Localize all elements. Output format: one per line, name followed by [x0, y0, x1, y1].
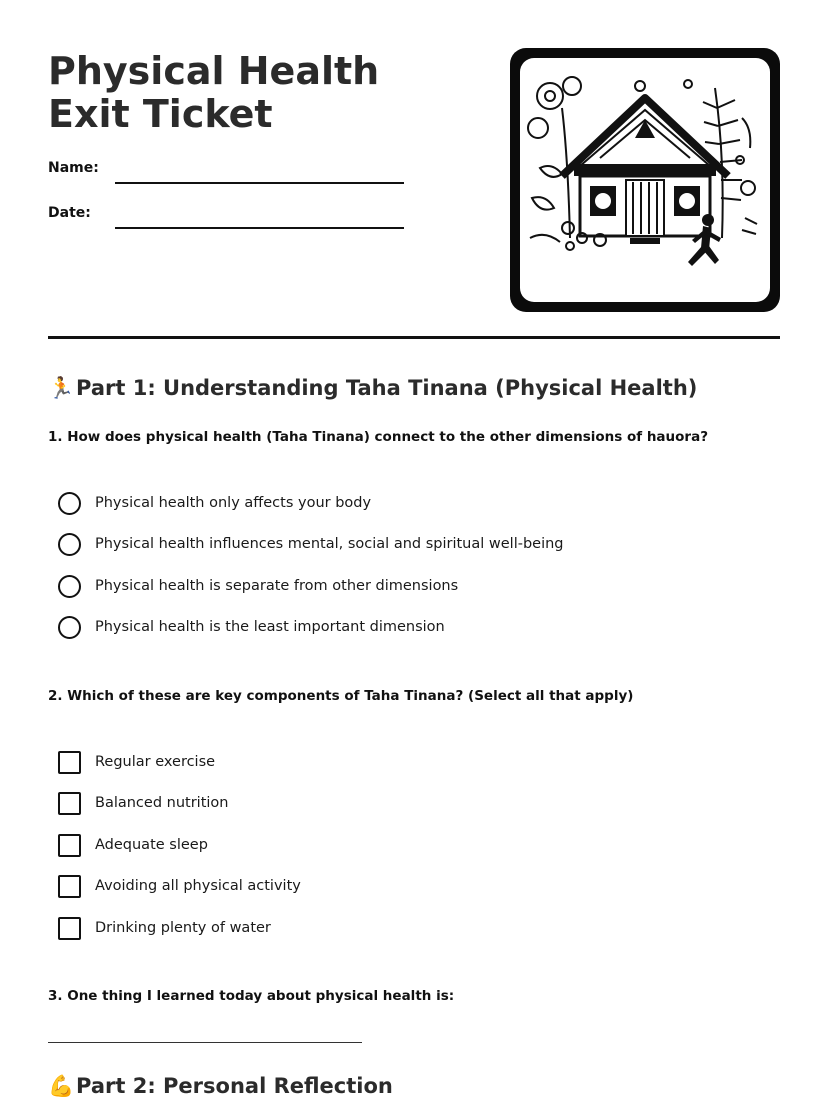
name-field[interactable]: [48, 160, 408, 184]
q2-option-2[interactable]: [58, 792, 758, 816]
flexed-biceps-icon: 💪: [48, 1074, 75, 1098]
option-label: Regular exercise: [95, 754, 216, 770]
part1-heading: [48, 376, 697, 401]
q2-option-4[interactable]: [58, 875, 758, 899]
checkbox[interactable]: [58, 792, 81, 815]
runner-icon: 🏃: [48, 376, 75, 400]
checkbox[interactable]: [58, 875, 81, 898]
date-label: Date:: [48, 205, 91, 221]
question-2: 2. Which of these are key components of Taha Tinana? (Select all that apply): [48, 688, 634, 704]
checkbox[interactable]: [58, 834, 81, 857]
date-field[interactable]: [48, 205, 408, 229]
radio-button[interactable]: [58, 616, 81, 639]
option-label: Physical health is separate from other dimensions: [95, 578, 459, 594]
option-label: Physical health is the least important dimension: [95, 619, 445, 635]
q1-option-4[interactable]: [58, 616, 758, 640]
question-1: 1. How does physical health (Taha Tinana) connect to the other dimensions of hauora?: [48, 429, 709, 445]
checkbox[interactable]: [58, 751, 81, 774]
q1-option-1[interactable]: [58, 492, 758, 516]
part2-heading: [48, 1074, 393, 1099]
option-label: Physical health only affects your body: [95, 495, 372, 511]
option-label: Avoiding all physical activity: [95, 878, 301, 894]
radio-button[interactable]: [58, 533, 81, 556]
question-3: 3. One thing I learned today about physical health is:: [48, 988, 455, 1004]
q2-option-1[interactable]: [58, 751, 758, 775]
q1-option-2[interactable]: [58, 533, 758, 557]
q3-answer-line[interactable]: [48, 1042, 362, 1043]
name-label: Name:: [48, 160, 99, 176]
part1-heading-text: Part 1: Understanding Taha Tinana (Physical Health): [76, 376, 698, 400]
q1-option-3[interactable]: [58, 575, 758, 599]
option-label: Adequate sleep: [95, 837, 208, 853]
name-input-line[interactable]: [115, 182, 404, 184]
radio-button[interactable]: [58, 575, 81, 598]
q2-option-5[interactable]: [58, 917, 758, 941]
option-label: Drinking plenty of water: [95, 920, 271, 936]
option-label: Physical health influences mental, social and spiritual well-being: [95, 536, 564, 552]
option-label: Balanced nutrition: [95, 795, 229, 811]
date-input-line[interactable]: [115, 227, 404, 229]
header-divider: [48, 336, 780, 339]
q2-option-3[interactable]: [58, 834, 758, 858]
checkbox[interactable]: [58, 917, 81, 940]
part2-heading-text: Part 2: Personal Reflection: [76, 1074, 393, 1098]
house-runner-illustration-icon: [510, 48, 780, 312]
page-title: Physical Health Exit Ticket: [48, 49, 380, 136]
radio-button[interactable]: [58, 492, 81, 515]
wharenui-illustration: [510, 48, 780, 312]
